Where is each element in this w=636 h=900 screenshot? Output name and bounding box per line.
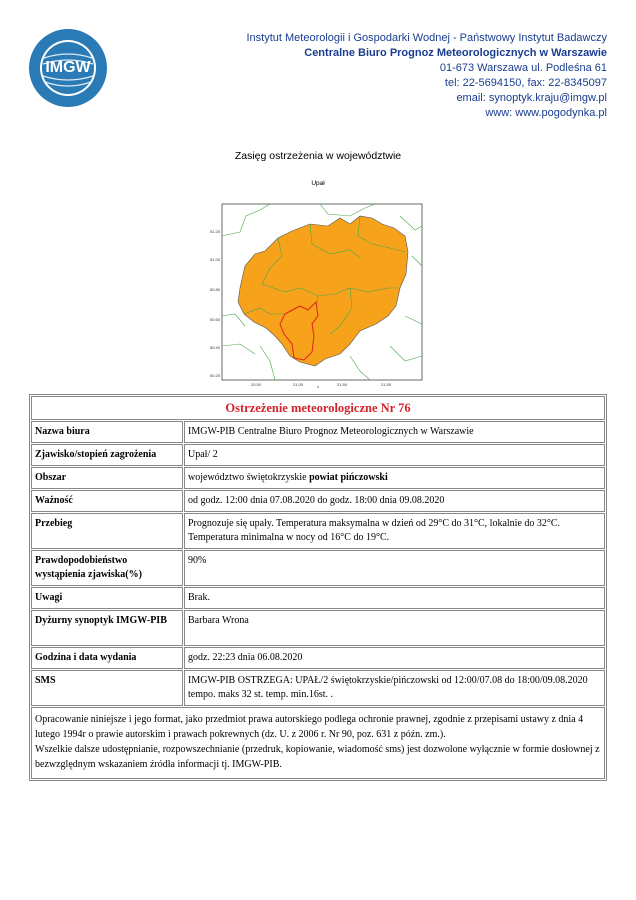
x-tick: 20.50: [250, 382, 262, 387]
y-tick: 50.20: [209, 373, 220, 378]
org-name: Instytut Meteorologii i Gospodarki Wodnej - Państwowy Instytut Badawczy: [246, 32, 607, 44]
row-label: Nazwa biura: [31, 421, 183, 443]
warning-map: [200, 180, 436, 388]
row-value: IMGW-PIB Centralne Biuro Prognoz Meteorologicznych w Warszawie: [184, 421, 605, 443]
x-tick: 21.00: [292, 382, 304, 387]
address: 01-673 Warszawa ul. Podleśna 61: [439, 62, 607, 74]
copyright-paragraph: Opracowanie niniejsze i jego format, jako przedmiot prawa autorskiego podlega ochronie prawnej, zgodnie z przepisami ustawy z dnia 4 lutego 1994r o prawie autorskim i prawach pokrewnych (dz. U. z 2006 r. Nr 90, poz. 631 z późn. zm.).: [35, 714, 584, 740]
table-row: [31, 513, 605, 549]
map-svg: [200, 196, 436, 388]
y-tick: 51.00: [209, 257, 220, 262]
row-label: Przebieg: [31, 513, 183, 549]
row-value: Barbara Wrona: [184, 610, 605, 646]
row-value: od godz. 12:00 dnia 07.08.2020 do godz. 18:00 dnia 09.08.2020: [184, 490, 605, 512]
area-county: powiat pińczowski: [309, 472, 388, 483]
x-axis-label: x: [317, 384, 319, 389]
row-value: 90%: [184, 550, 605, 586]
table-row: [31, 467, 605, 489]
office-name: Centralne Biuro Prognoz Meteorologicznych w Warszawie: [304, 47, 607, 59]
warning-title: Ostrzeżenie meteorologiczne Nr 76: [31, 396, 605, 420]
row-label: SMS: [31, 670, 183, 706]
phone: tel: 22-5694150, fax: 22-8345097: [444, 77, 607, 89]
row-label: Godzina i data wydania: [31, 647, 183, 669]
distribution-paragraph: Wszelkie dalsze udostępnianie, rozpowszechnianie (przedruk, kopiowanie, wiadomość sms) jest dozwolone wyłącznie w formie dosłownej z bezwzględnym wskazaniem źródła informacji tj. IMGW-PIB.: [35, 744, 600, 770]
x-tick: 21.50: [380, 382, 392, 387]
row-label: Obszar: [31, 467, 183, 489]
table-row: [31, 421, 605, 443]
map-title: Upał: [311, 180, 325, 187]
table-row: [31, 490, 605, 512]
row-label: Ważność: [31, 490, 183, 512]
logo-text: IMGW: [45, 59, 91, 76]
table-row: [31, 444, 605, 466]
row-value: Upał/ 2: [184, 444, 605, 466]
row-value: Prognozuje się upały. Temperatura maksymalna w dzień od 29°C do 31°C, lokalnie do 32°C. Temperatura minimalna w nocy od 16°C do 19°C.: [184, 513, 605, 549]
website[interactable]: www: www.pogodynka.pl: [485, 107, 607, 119]
y-tick: 50.40: [209, 345, 220, 350]
table-row: [31, 550, 605, 586]
imgw-logo: [28, 28, 108, 108]
area-voivodeship: województwo świętokrzyskie: [188, 472, 307, 483]
table-row: [31, 587, 605, 609]
y-tick: 51.20: [209, 229, 220, 234]
email[interactable]: email: synoptyk.kraju@imgw.pl: [456, 92, 607, 104]
row-label: Dyżurny synoptyk IMGW-PIB: [31, 610, 183, 646]
table-row: [31, 610, 605, 646]
row-value: IMGW-PIB OSTRZEGA: UPAŁ/2 świętokrzyskie/pińczowski od 12:00/07.08 do 18:00/09.08.2020 tempo. maks 32 st. temp. min.16st. .: [184, 670, 605, 706]
x-tick: 21.50: [336, 382, 348, 387]
table-row: [31, 670, 605, 706]
y-tick: 50.80: [209, 287, 220, 292]
row-value: [184, 467, 605, 489]
row-value: godz. 22:23 dnia 06.08.2020: [184, 647, 605, 669]
warning-table: [29, 394, 607, 781]
org-header: [246, 31, 607, 121]
row-label: Uwagi: [31, 587, 183, 609]
map-section-title: Zasięg ostrzeżenia w województwie: [234, 150, 402, 162]
row-value: Brak.: [184, 587, 605, 609]
row-label: Zjawisko/stopień zagrożenia: [31, 444, 183, 466]
row-label: Prawdopodobieństwo wystąpienia zjawiska(%): [31, 550, 183, 586]
y-tick: 50.60: [209, 317, 220, 322]
table-row: [31, 647, 605, 669]
copyright-notice: [31, 707, 605, 779]
